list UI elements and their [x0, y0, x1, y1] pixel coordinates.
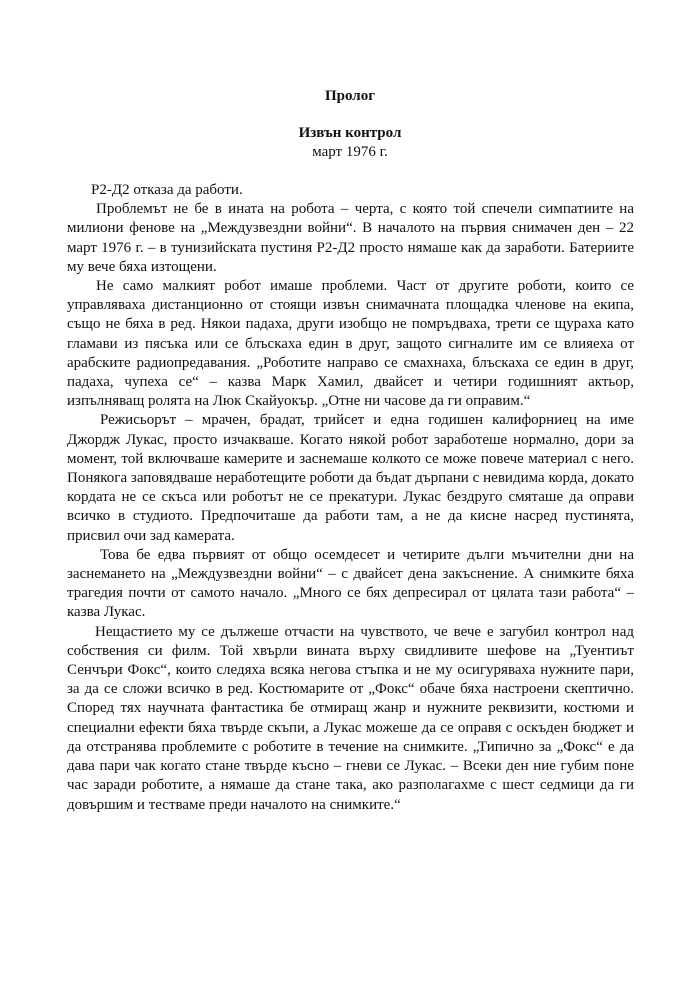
chapter-date: март 1976 г. [312, 144, 388, 160]
paragraph: Проблемът не бе в ината на робота – черта, с която той спечели симпатиите на милиони фенове на „Междузвездни войни“. В началото на първия снимачен ден – 22 март 1976 г. – в тунизийската пустиня Р2-Д2 просто нямаше как да заработи. Батериите му вече бяха изтощени. [67, 201, 634, 275]
paragraph: Р2-Д2 отказа да работи. [91, 182, 243, 198]
paragraph: Нещастието му се дължеше отчасти на чувството, че вече е загубил контрол над собствения си филм. Той хвърли вината върху свидливите шефове на „Туентиът Сенчъри Фокс“, които следяха всяка негова стъпка и не му осигуряваха нужните пари, за да се сложи всичко в ред. Костюмарите от „Фокс“ обаче бяха настроени скептично. Според тях научната фантастика бе отмиращ жанр и нужните реквизити, костюми и специални ефекти бяха твърде скъпи, а Лукас можеше да се оправя с оскъден бюджет и да отстранява проблемите с роботите в течение на снимките. „Типично за „Фокс“ е да дава пари чак когато стане твърде късно – гневи се Лукас. – Всеки ден ние губим поне час заради роботите, а нямаше да стане така, ако разполагахме с шест седмици да ги довършим и тестваме преди началото на снимките.“ [67, 623, 634, 813]
paragraph: Това бе едва първият от общо осемдесет и четирите дълги мъчителни дни на заснемането на „Междузвездни войни“ – с двайсет дена закъснение. А снимките бяха трагедия почти от самото начало. „Много се бях депресирал от цялата тази работа“ – казва Лукас. [67, 546, 634, 621]
chapter-title: Извън контрол [298, 125, 402, 141]
body-text [67, 181, 634, 815]
paragraph: Не само малкият робот имаше проблеми. Част от другите роботи, които се управляваха дистанционно от стоящи извън снимачната площадка членове на екипа, също не бяха в ред. Някои падаха, други изобщо не помръдваха, трети се щураха като гламави из пясъка или се блъскаха един в друг, защото сигналите им се влияеха от арабските радиопредавания. „Роботите направо се смахнаха, блъскаха се един в друг, падаха, чупеха се“ – казва Марк Хамил, двайсет и четири годишният актьор, изпълняващ ролята на Люк Скайуокър. „Отне ни часове да ги оправим.“ [67, 278, 634, 410]
chapter-label: Пролог [324, 88, 376, 104]
paragraph: Режисьорът – мрачен, брадат, трийсет и една годишен калифорниец на име Джордж Лукас, просто изчакваше. Когато някой робот заработеше нормално, дори за момент, той включваше камерите и заснемаше колкото се може повече материал с него. Понякога заповядваше неработещите роботи да бъдат дърпани с невидима корда, докато кордата не се скъса или роботът не се прекатури. Лукас бездруго смяташе да оправи всичко в студиото. Предпочиташе да работи там, а не да кисне насред пустинята, присвил очи зад камерата. [67, 412, 634, 544]
